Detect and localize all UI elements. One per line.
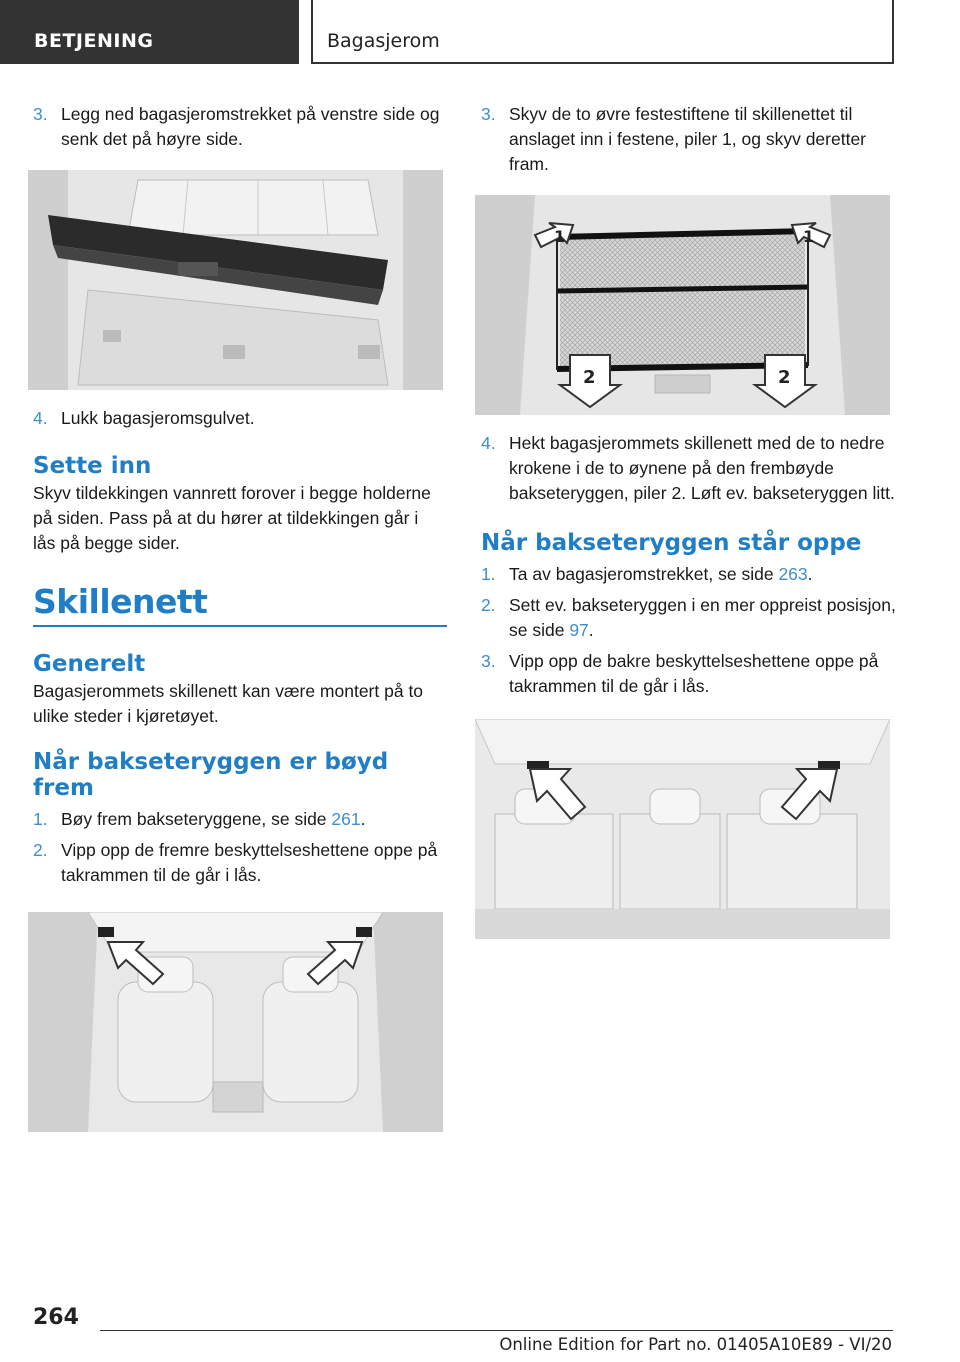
section-title: BETJENING — [34, 30, 154, 52]
section-tab — [0, 0, 299, 64]
step-text: Legg ned bagasjeromstrekket på venstre side og senk det på høyre side. — [61, 104, 440, 149]
luggage-cover-figure — [28, 170, 443, 390]
step-3-upper-pins: 3. Skyv de to øvre festestiftene til skillenettet til anslaget inn i festene, piler 1, og skyv deretter fram. — [481, 104, 867, 174]
folded-step-1: 1. Bøy frem bakseteryggene, se side 261. — [33, 809, 366, 829]
chapter-title: Bagasjerom — [327, 30, 440, 52]
right-column — [481, 102, 897, 939]
page-link-263[interactable]: 263 — [778, 564, 808, 584]
arrow-label-1-left: 1 — [554, 227, 566, 246]
step-3-lower-cover: 3. Legg ned bagasjeromstrekket på venstre side og senk det på høyre side. — [33, 104, 440, 149]
front-caps-figure — [28, 912, 443, 1132]
heading-generelt: Generelt — [33, 651, 146, 677]
sette-inn-text: Skyv tildekkingen vannrett forover i begge holderne på siden. Pass på at du hører at tildekkingen går i lås på begge sider. — [33, 483, 431, 553]
upright-step-2: 2. Sett ev. bakseteryggen i en mer oppreist posisjon, se side 97. — [481, 595, 896, 640]
page-link-97[interactable]: 97 — [569, 620, 589, 640]
upright-step-1: 1. Ta av bagasjeromstrekket, se side 263. — [481, 564, 813, 584]
skillenett-heading-block — [33, 582, 447, 627]
chapter-tab — [311, 0, 894, 64]
partition-net-figure — [475, 195, 890, 415]
heading-upright: Når bakseteryggen står oppe — [481, 530, 862, 556]
folded-step-2: 2. Vipp opp de fremre beskyttelseshettene oppe på takrammen til de går i lås. — [33, 840, 438, 885]
step-text: Lukk bagasjeromsgulvet. — [61, 408, 255, 428]
step-4-close-floor: 4. Lukk bagasjeromsgulvet. — [33, 408, 255, 428]
generelt-text: Bagasjerommets skillenett kan være montert på to ulike steder i kjøretøyet. — [33, 681, 424, 726]
upright-step-3: 3. Vipp opp de bakre beskyttelseshettene oppe på takrammen til de går i lås. — [481, 651, 879, 696]
rear-caps-figure — [475, 719, 890, 939]
footer-divider — [100, 1330, 893, 1331]
arrow-label-1-right: 1 — [803, 227, 815, 246]
heading-skillenett: Skillenett — [33, 582, 208, 621]
heading-sette-inn: Sette inn — [33, 453, 152, 479]
heading-folded: Når bakseteryggen er bøyd frem — [33, 749, 389, 801]
edition-text: Online Edition for Part no. 01405A10E89 - VI/20 — [499, 1335, 892, 1354]
step-4-hook-net: 4. Hekt bagasjerommets skillenett med de to nedre krokene i de to øynene på den frembøyde bakseteryggen, piler 2. Løft ev. bakseteryggen litt. — [481, 433, 895, 503]
left-column — [33, 102, 445, 1132]
page-number: 264 — [33, 1305, 79, 1330]
arrow-label-2-right: 2 — [778, 367, 791, 388]
arrow-label-2-left: 2 — [583, 367, 596, 388]
page-link-261[interactable]: 261 — [331, 809, 361, 829]
